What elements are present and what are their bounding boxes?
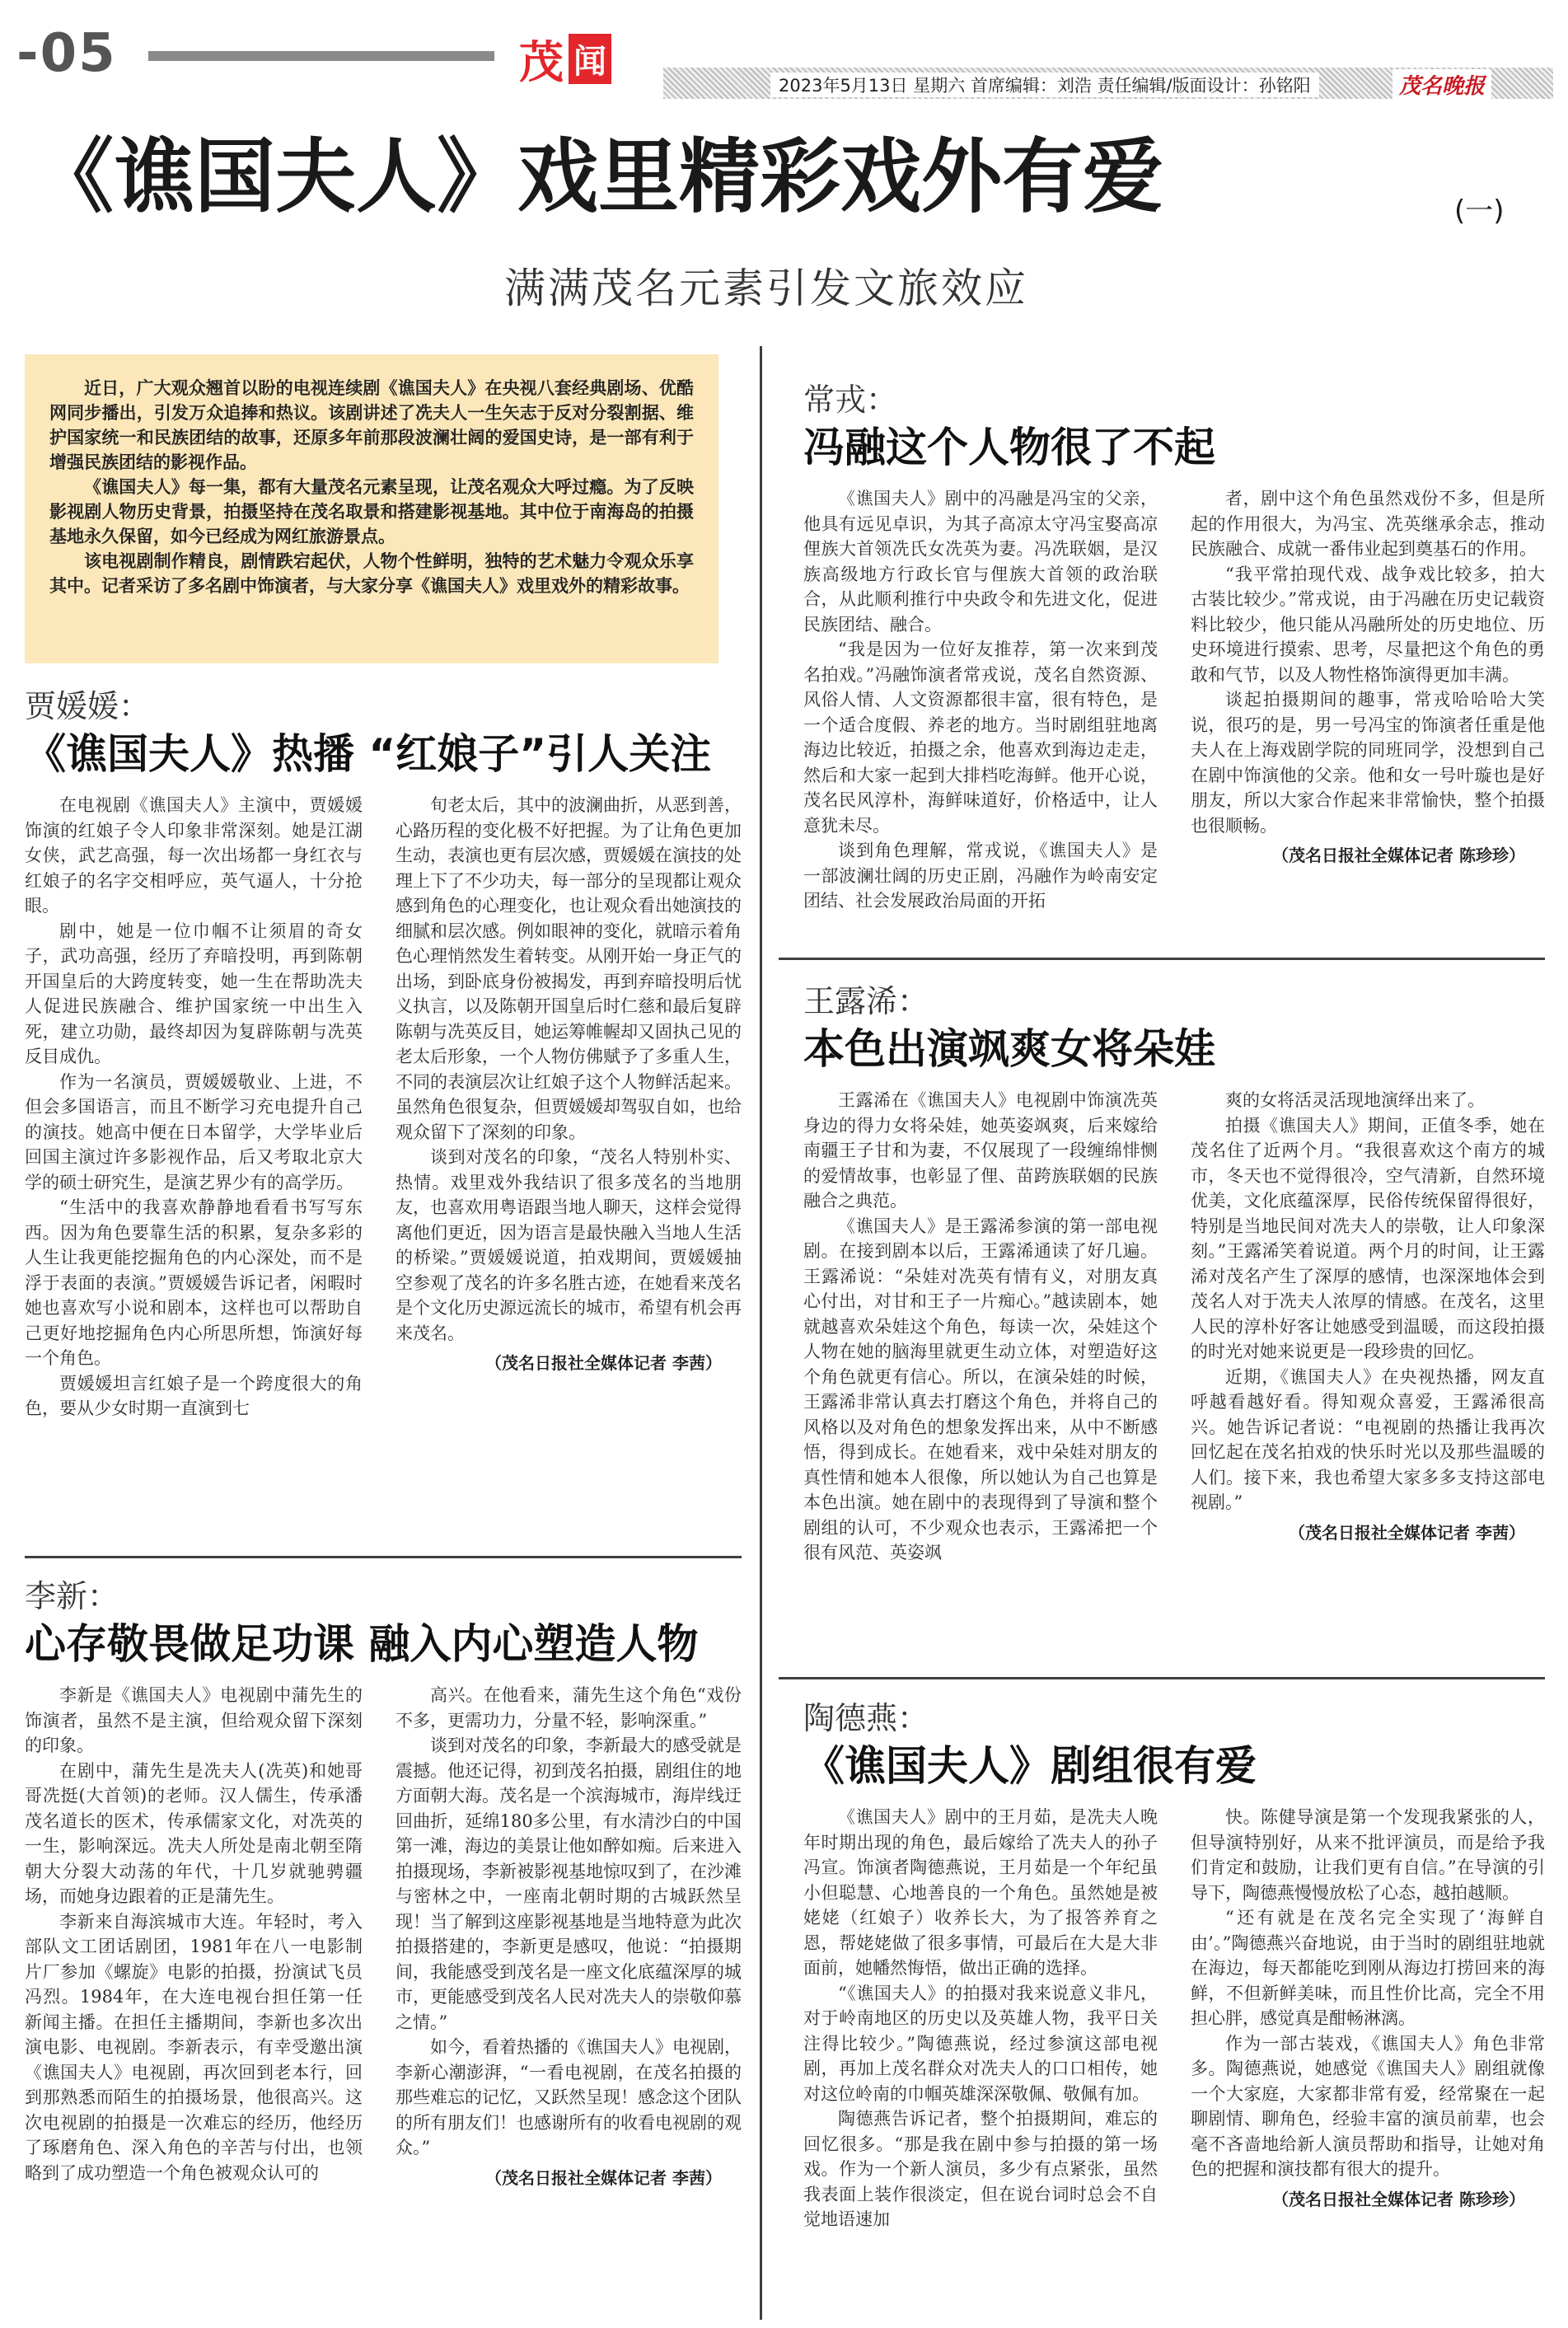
article-title: 冯融这个人物很了不起 (803, 424, 1215, 471)
article-body (25, 1683, 742, 2190)
article-speaker: 陶德燕： (803, 1700, 929, 1736)
article-speaker: 王露浠： (803, 983, 929, 1019)
lead-box (25, 354, 718, 663)
article-wang-luxi (803, 981, 1545, 1566)
article-column (1191, 1088, 1545, 1566)
article-paragraph: 爽的女将活灵活现地演绎出来了。 (1225, 1090, 1485, 1110)
article-title: 《谯国夫人》热播 “红娘子”引人关注 (25, 730, 712, 778)
article-paragraph: 谈到对茂名的印象，“茂名人特别朴实、热情。戏里戏外我结识了很多茂名的当地朋友，也喜欢用粤语跟当地人聊天，这样会觉得离他们更近，因为语言是最快融入当地人生活的桥梁。”贾媛媛说道，拍戏期间，贾媛媛抽空参观了茂名的许多名胜古迹，在她看来茂名是个文化历史源远流长的城市，希望有机会再来茂名。 (396, 1147, 742, 1343)
section-divider-right-2 (779, 1677, 1545, 1679)
reporter-credit: （茂名日报社全媒体记者 李茜） (1289, 1522, 1525, 1543)
lead-paragraph: 该电视剧制作精良，剧情跌宕起伏，人物个性鲜明，独特的艺术魅力令观众乐享其中。记者采访了多名剧中饰演者，与大家分享《谯国夫人》戏里戏外的精彩故事。 (49, 550, 694, 596)
article-title: 心存敬畏做足功课 融入内心塑造人物 (25, 1620, 699, 1668)
lead-paragraph: 《谯国夫人》每一集，都有大量茂名元素呈现，让茂名观众大呼过瘾。为了反映影视剧人物历史背景，拍摄坚持在茂名取景和搭建影视基地。其中位于南海岛的拍摄基地永久保留，如今已经成为网红旅游景点。 (49, 476, 694, 546)
masthead (0, 0, 1568, 115)
article-column (803, 486, 1158, 914)
section-divider-left (25, 1556, 742, 1558)
reporter-credit: （茂名日报社全媒体记者 李茜） (485, 1353, 722, 1373)
page-number: -05 (16, 23, 117, 84)
article-column (803, 1805, 1158, 2232)
article-body (803, 1805, 1545, 2232)
article-paragraph: 在剧中，蒲先生是冼夫人(冼英)和她哥哥冼挺(大首领)的老师。汉人儒生，传承潘茂名道长的医术，传承儒家文化，对冼英的一生，影响深远。冼夫人所处是南北朝至隋朝大分裂大动荡的年代，十几岁就驰骋疆场，而她身边跟着的正是蒲先生。 (25, 1760, 363, 1906)
article-speaker: 贾媛媛： (25, 688, 151, 724)
masthead-rule (148, 51, 494, 61)
article-paragraph: 快。陈健导演是第一个发现我紧张的人，但导演特别好，从来不批评演员，而是给予我们肯定和鼓励，让我们更有自信。”在导演的引导下，陶德燕慢慢放松了心态，越拍越顺。 (1191, 1807, 1545, 1903)
lead-paragraph: 近日，广大观众翘首以盼的电视连续剧《谯国夫人》在央视八套经典剧场、优酷网同步播出，引发万众追捧和热议。该剧讲述了冼夫人一生矢志于反对分裂割据、维护国家统一和民族团结的故事，还原多年前那段波澜壮阔的爱国史诗，是一部有利于增强民族团结的影视作品。 (49, 377, 694, 472)
article-paragraph: 近期，《谯国夫人》在央视热播，网友直呼越看越好看。得知观众喜爱，王露浠很高兴。她告诉记者说：“电视剧的热播让我再次回忆起在茂名拍戏的快乐时光以及那些温暖的人们。接下来，我也希望大家多多支持这部电视剧。” (1191, 1366, 1545, 1512)
article-column (25, 793, 363, 1422)
article-paragraph: 者，剧中这个角色虽然戏份不多，但是所起的作用很大，为冯宝、冼英继承余志，推动民族融合、成就一番伟业起到奠基石的作用。 (1191, 489, 1545, 559)
article-title: 《谯国夫人》剧组很有爱 (803, 1742, 1257, 1790)
article-paragraph: 旬老太后，其中的波澜曲折，从恶到善，心路历程的变化极不好把握。为了让角色更加生动，表演也更有层次感，贾媛媛在演技的处理上下了不少功夫，每一部分的呈现都让观众感到角色的心理变化，也让观众看出她演技的细腻和层次感。例如眼神的变化，就暗示着角色心理悄然发生着转变。从刚开始一身正气的出场，到卧底身份被揭发，再到弃暗投明后忧义执言，以及陈朝开国皇后时仁慈和最后复辟陈朝与冼英反目，她运筹帷幄却又固执己见的老太后形象，一个人物仿佛赋予了多重人生，不同的表演层次让红娘子这个人物鲜活起来。虽然角色很复杂，但贾媛媛却驾驭自如，也给观众留下了深刻的印象。 (396, 795, 742, 1142)
issue-info: 2023年5月13日 星期六 首席编辑：刘浩 责任编辑/版面设计：孙铭阳 (770, 73, 1319, 97)
reporter-credit: （茂名日报社全媒体记者 陈珍珍） (1272, 845, 1525, 865)
section-logo (519, 30, 611, 87)
article-column (25, 1683, 363, 2190)
article-li-xin (25, 1576, 742, 2190)
article-paragraph: 作为一部古装戏，《谯国夫人》角色非常多。陶德燕说，她感觉《谯国夫人》剧组就像一个大家庭，大家都非常有爱，经常聚在一起聊剧情、聊角色，经验丰富的演员前辈，也会毫不吝啬地给新人演员帮助和指导，让她对角色的把握和演技都有很大的提升。 (1191, 2033, 1545, 2179)
article-column (396, 793, 742, 1422)
article-paragraph: 《谯国夫人》剧中的王月茹，是冼夫人晚年时期出现的角色，最后嫁给了冼夫人的孙子冯宣。饰演者陶德燕说，王月茹是一个年纪虽小但聪慧、心地善良的一个角色。虽然她是被姥姥（红娘子）收养长大，为了报答养育之恩，帮姥姥做了很多事情，可最后在大是大非面前，她幡然悔悟，做出正确的选择。 (803, 1807, 1158, 1978)
article-speaker: 常戎： (803, 382, 898, 418)
article-paragraph: “还有就是在茂名完全实现了‘海鲜自由’。”陶德燕兴奋地说，由于当时的剧组驻地就在海边，每天都能吃到刚从海边打捞回来的海鲜，不但新鲜美味，而且性价比高，完全不用担心胖，感觉真是酣畅淋漓。 (1191, 1908, 1545, 2028)
headline-part-number: (一) (1454, 194, 1505, 227)
article-paragraph: “我平常拍现代戏、战争戏比较多，拍大古装比较少。”常戎说，由于冯融在历史记载资料比较少，他只能从冯融所处的历史地位、历史环境进行摸索、思考，尽量把这个角色的勇敢和气节，以及人物性格饰演得更加丰满。 (1191, 564, 1545, 685)
reporter-credit: （茂名日报社全媒体记者 陈珍珍） (1272, 2189, 1525, 2209)
paper-logo: 茂名晚报 (1392, 69, 1491, 100)
article-jia-yuanyuan (25, 686, 742, 1422)
article-paragraph: 李新来自海滨城市大连。年轻时，考入部队文工团话剧团，1981年在八一电影制片厂参加《螺旋》电影的拍摄，扮演试飞员冯烈。1984年，在大连电视台担任第一任新闻主播。在担任主播期间，李新也多次出演电影、电视剧。李新表示，有幸受邀出演《谯国夫人》电视剧，再次回到老本行，回到那熟悉而陌生的拍摄场景，他很高兴。这次电视剧的拍摄是一次难忘的经历，他经历了琢磨角色、深入角色的辛苦与付出，也领略到了成功塑造一个角色被观众认可的 (25, 1911, 363, 2183)
article-paragraph: 剧中，她是一位巾帼不让须眉的奇女子，武功高强，经历了弃暗投明，再到陈朝开国皇后的大跨度转变，她一生在帮助冼夫人促进民族融合、维护国家统一中出生入死，建立功勋，最终却因为复辟陈朝与冼英反目成仇。 (25, 920, 363, 1066)
article-column (1191, 486, 1545, 914)
article-paragraph: 李新是《谯国夫人》电视剧中蒲先生的饰演者，虽然不是主演，但给观众留下深刻的印象。 (25, 1685, 363, 1755)
article-body (803, 486, 1545, 914)
page-subheadline: 满满茂名元素引发文旅效应 (504, 265, 1028, 312)
article-paragraph: 王露浠在《谯国夫人》电视剧中饰演冼英身边的得力女将朵娃，她英姿飒爽，后来嫁给南疆王子甘和为妻，不仅展现了一段缠绵悱恻的爱情故事，也彰显了俚、苗跨族联姻的民族融合之典范。 (803, 1090, 1158, 1211)
article-paragraph: 拍摄《谯国夫人》期间，正值冬季，她在茂名住了近两个月。“我很喜欢这个南方的城市，冬天也不觉得很冷，空气清新，自然环境优美，文化底蕴深厚，民俗传统保留得很好，特别是当地民间对冼夫人的崇敬，让人印象深刻。”王露浠笑着说道。两个月的时间，让王露浠对茂名产生了深厚的感情，也深深地体会到茂名人对于冼夫人浓厚的情感。在茂名，这里人民的淳朴好客让她感受到温暖，而这段拍摄的时光对她来说更是一段珍贵的回忆。 (1191, 1115, 1545, 1361)
section-logo-char-2: 闻 (569, 34, 611, 84)
article-chang-rong (803, 379, 1545, 914)
article-paragraph: 谈起拍摄期间的趣事，常戎哈哈哈大笑说，很巧的是，男一号冯宝的饰演者任重是他夫人在上海戏剧学院的同班同学，没想到自己在剧中饰演他的父亲。他和女一号叶璇也是好朋友，所以大家合作起来非常愉快，整个拍摄也很顺畅。 (1191, 690, 1545, 836)
article-title: 本色出演飒爽女将朵娃 (803, 1025, 1215, 1073)
article-speaker: 李新： (25, 1578, 119, 1614)
article-paragraph: 陶德燕告诉记者，整个拍摄期间，难忘的回忆很多。“那是我在剧中参与拍摄的第一场戏。作为一个新人演员，多少有点紧张，虽然我表面上装作很淡定，但在说台词时总会不自觉地语速加 (803, 2109, 1158, 2229)
article-body (803, 1088, 1545, 1566)
article-paragraph: 作为一名演员，贾媛媛敬业、上进，不但会多国语言，而且不断学习充电提升自己的演技。她高中便在日本留学，大学毕业后回国主演过许多影视作品，后又考取北京大学的硕士研究生，是演艺界少有的高学历。 (25, 1071, 363, 1192)
column-divider (760, 346, 762, 2320)
article-paragraph: 《谯国夫人》是王露浠参演的第一部电视剧。在接到剧本以后，王露浠通读了好几遍。王露浠说：“朵娃对冼英有情有义，对朋友真心付出，对甘和王子一片痴心。”越读剧本，她就越喜欢朵娃这个角色，每读一次，朵娃这个人物在她的脑海里就更生动立体，对塑造好这个角色就更有信心。所以，在演朵娃的时候，王露浠非常认真去打磨这个角色，并将自己的风格以及对角色的想象发挥出来，从中不断感悟，得到成长。在她看来，戏中朵娃对朋友的真性情和她本人很像，所以她认为自己也算是本色出演。她在剧中的表现得到了导演和整个剧组的认可，不少观众也表示，王露浠把一个很有风范、英姿飒 (803, 1216, 1158, 1562)
article-paragraph: 在电视剧《谯国夫人》主演中，贾媛媛饰演的红娘子令人印象非常深刻。她是江湖女侠，武艺高强，每一次出场都一身红衣与红娘子的名字交相呼应，英气逼人，十分抢眼。 (25, 795, 363, 916)
article-paragraph: 《谯国夫人》剧中的冯融是冯宝的父亲，他具有远见卓识，为其子高凉太守冯宝娶高凉俚族大首领冼氏女冼英为妻。冯冼联姻，是汉族高级地方行政长官与俚族大首领的政治联合，从此顺利推行中央政令和先进文化，促进民族团结、融合。 (803, 489, 1158, 635)
section-logo-char-1: 茂 (519, 35, 564, 88)
article-paragraph: 谈到对茂名的印象，李新最大的感受就是震撼。他还记得，初到茂名拍摄，剧组住的地方面朝大海。茂名是一个滨海城市，海岸线迂回曲折，延绵180多公里，有水清沙白的中国第一滩，海边的美景让他如醉如痴。后来进入拍摄现场，李新被影视基地惊叹到了，在沙滩与密林之中，一座南北朝时期的古城跃然呈现！当了解到这座影视基地是当地特意为此次拍摄搭建的，李新更是感叹，他说：“拍摄期间，我能感受到茂名是一座文化底蕴深厚的城市，更能感受到茂名人民对冼夫人的崇敬仰慕之情。” (396, 1735, 742, 2032)
article-paragraph: 贾媛媛坦言红娘子是一个跨度很大的角色，要从少女时期一直演到七 (25, 1373, 363, 1418)
article-paragraph: 高兴。在他看来，蒲先生这个角色“戏份不多，更需功力，分量不轻，影响深重。” (396, 1685, 742, 1731)
article-tao-deyan (803, 1698, 1545, 2232)
article-column (396, 1683, 742, 2190)
section-divider-right-1 (779, 958, 1545, 960)
article-paragraph: 如今，看着热播的《谯国夫人》电视剧，李新心潮澎湃，“一看电视剧，在茂名拍摄的那些难忘的记忆，又跃然呈现！感念这个团队的所有朋友们！也感谢所有的收看电视剧的观众。” (396, 2037, 742, 2157)
page-headline: 《谯国夫人》戏里精彩戏外有爱 (33, 130, 1164, 224)
article-paragraph: “生活中的我喜欢静静地看看书写写东西。因为角色要靠生活的积累，复杂多彩的人生让我更能挖掘角色的内心深处，而不是浮于表面的表演。”贾媛媛告诉记者，闲暇时她也喜欢写小说和剧本，这样也可以帮助自己更好地挖掘角色内心所思所想，饰演好每一个角色。 (25, 1197, 363, 1368)
article-column (803, 1088, 1158, 1566)
article-paragraph: “我是因为一位好友推荐，第一次来到茂名拍戏。”冯融饰演者常戎说，茂名自然资源、风俗人情、人文资源都很丰富，很有特色，是一个适合度假、养老的地方。当时剧组驻地离海边比较近，拍摄之余，他喜欢到海边走走，然后和大家一起到大排档吃海鲜。他开心说，茂名民风淳朴，海鲜味道好，价格适中，让人意犹未尽。 (803, 639, 1158, 836)
article-paragraph: 谈到角色理解，常戎说，《谯国夫人》是一部波澜壮阔的历史正剧，冯融作为岭南安定团结、社会发展政治局面的开拓 (803, 841, 1158, 911)
article-column (1191, 1805, 1545, 2232)
article-paragraph: “《谯国夫人》的拍摄对我来说意义非凡，对于岭南地区的历史以及英雄人物，我平日关注得比较少。”陶德燕说，经过参演这部电视剧，再加上茂名群众对冼夫人的口口相传，她对这位岭南的巾帼英雄深深敬佩、敬佩有加。 (803, 1983, 1158, 2104)
article-body (25, 793, 742, 1422)
reporter-credit: （茂名日报社全媒体记者 李茜） (485, 2167, 722, 2188)
